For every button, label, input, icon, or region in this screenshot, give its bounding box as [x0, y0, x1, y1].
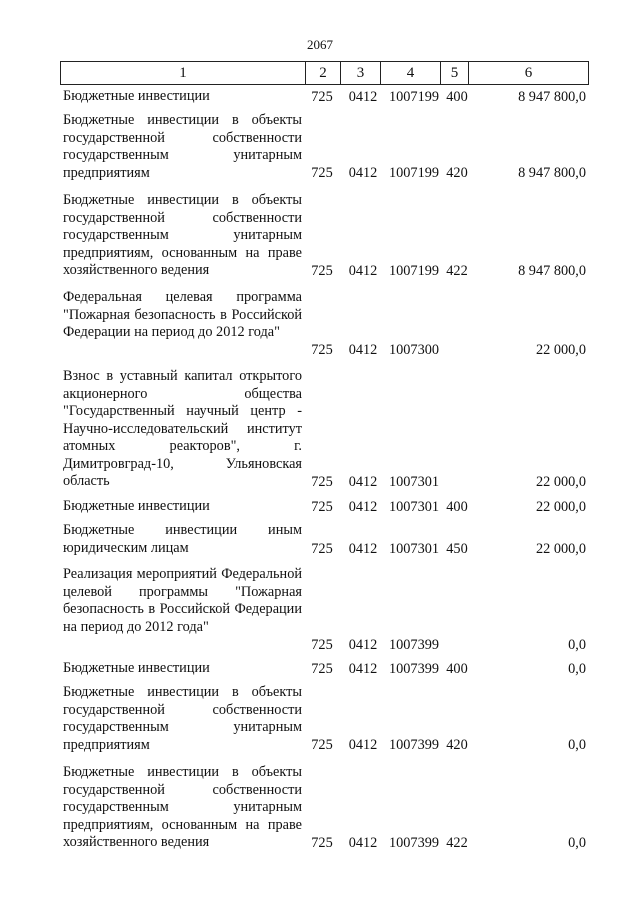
- column-header-row: [61, 62, 589, 85]
- table-row: [0, 368, 640, 491]
- row-amount: 0,0: [568, 636, 586, 653]
- row-amount: 8 947 800,0: [518, 262, 586, 279]
- table-row: [0, 522, 640, 558]
- row-amount: 0,0: [568, 660, 586, 677]
- row-target-article-code: 1007300: [388, 341, 440, 358]
- table-row: [0, 684, 640, 754]
- table-row: [0, 566, 640, 654]
- row-target-article-code: 1007399: [388, 660, 440, 677]
- row-ministry-code: 725: [311, 736, 333, 753]
- row-amount: 22 000,0: [535, 473, 586, 490]
- row-description: Бюджетные инвестиции в объекты государственной собственности государственным унитарным предприятиям, основанным на праве хозяйственного ведения: [63, 764, 302, 850]
- row-ministry-code: 725: [311, 164, 333, 181]
- row-section-code: 0412: [348, 736, 378, 753]
- row-description: Федеральная целевая программа "Пожарная безопасность в Российской Федерации на период до 2012 года": [63, 289, 302, 340]
- row-amount: 0,0: [568, 834, 586, 851]
- row-target-article-code: 1007399: [388, 834, 440, 851]
- row-amount: 0,0: [568, 736, 586, 753]
- row-ministry-code: 725: [311, 473, 333, 490]
- row-target-article-code: 1007301: [388, 473, 440, 490]
- table-row: [0, 88, 640, 106]
- row-section-code: 0412: [348, 164, 378, 181]
- table-row: [0, 289, 640, 359]
- row-description: Бюджетные инвестиции: [63, 88, 210, 104]
- row-target-article-code: 1007399: [388, 736, 440, 753]
- row-ministry-code: 725: [311, 341, 333, 358]
- row-section-code: 0412: [348, 473, 378, 490]
- row-section-code: 0412: [348, 88, 378, 105]
- row-description: Бюджетные инвестиции: [63, 498, 210, 514]
- budget-table-body: [0, 88, 640, 852]
- row-amount: 22 000,0: [535, 341, 586, 358]
- column-header-2: 2: [306, 62, 341, 85]
- row-expense-type-code: 422: [446, 262, 468, 279]
- table-row: [0, 660, 640, 678]
- row-section-code: 0412: [348, 262, 378, 279]
- row-target-article-code: 1007199: [388, 262, 440, 279]
- row-expense-type-code: 400: [446, 498, 468, 515]
- row-section-code: 0412: [348, 341, 378, 358]
- row-ministry-code: 725: [311, 834, 333, 851]
- row-target-article-code: 1007199: [388, 164, 440, 181]
- row-amount: 22 000,0: [535, 498, 586, 515]
- row-target-article-code: 1007301: [388, 540, 440, 557]
- row-ministry-code: 725: [311, 636, 333, 653]
- row-expense-type-code: 450: [446, 540, 468, 557]
- row-target-article-code: 1007199: [388, 88, 440, 105]
- row-description: Бюджетные инвестиции иным юридическим лицам: [63, 522, 302, 556]
- row-target-article-code: 1007301: [388, 498, 440, 515]
- table-row: [0, 192, 640, 280]
- row-description: Бюджетные инвестиции в объекты государственной собственности государственным унитарным предприятиям: [63, 112, 302, 181]
- page-number: 2067: [307, 37, 333, 52]
- row-ministry-code: 725: [311, 262, 333, 279]
- row-description: Бюджетные инвестиции: [63, 660, 210, 676]
- row-target-article-code: 1007399: [388, 636, 440, 653]
- row-section-code: 0412: [348, 660, 378, 677]
- row-expense-type-code: 400: [446, 660, 468, 677]
- table-row: [0, 498, 640, 516]
- row-ministry-code: 725: [311, 660, 333, 677]
- row-description: Взнос в уставный капитал открытого акционерного общества "Государственный научный центр - Научно-исследовательский институт атомных реакторов", г. Димитровград-10, Ульяновская область: [63, 368, 302, 489]
- row-description: Бюджетные инвестиции в объекты государственной собственности государственным унитарным предприятиям: [63, 684, 302, 753]
- row-description: Реализация мероприятий Федеральной целевой программы "Пожарная безопасность в Российской Федерации на период до 2012 года": [63, 566, 302, 635]
- row-amount: 8 947 800,0: [518, 164, 586, 181]
- table-row: [0, 112, 640, 182]
- column-header-1: 1: [61, 62, 306, 85]
- row-expense-type-code: 420: [446, 164, 468, 181]
- row-ministry-code: 725: [311, 498, 333, 515]
- row-expense-type-code: 422: [446, 834, 468, 851]
- column-header-3: 3: [341, 62, 381, 85]
- column-header-table: [60, 61, 589, 85]
- column-header-4: 4: [381, 62, 441, 85]
- row-section-code: 0412: [348, 636, 378, 653]
- column-header-6: 6: [469, 62, 589, 85]
- column-header-5: 5: [441, 62, 469, 85]
- row-amount: 8 947 800,0: [518, 88, 586, 105]
- row-expense-type-code: 400: [446, 88, 468, 105]
- row-expense-type-code: 420: [446, 736, 468, 753]
- row-section-code: 0412: [348, 540, 378, 557]
- row-ministry-code: 725: [311, 88, 333, 105]
- row-description: Бюджетные инвестиции в объекты государственной собственности государственным унитарным предприятиям, основанным на праве хозяйственного ведения: [63, 192, 302, 278]
- table-row: [0, 764, 640, 852]
- row-section-code: 0412: [348, 834, 378, 851]
- row-section-code: 0412: [348, 498, 378, 515]
- row-amount: 22 000,0: [535, 540, 586, 557]
- row-ministry-code: 725: [311, 540, 333, 557]
